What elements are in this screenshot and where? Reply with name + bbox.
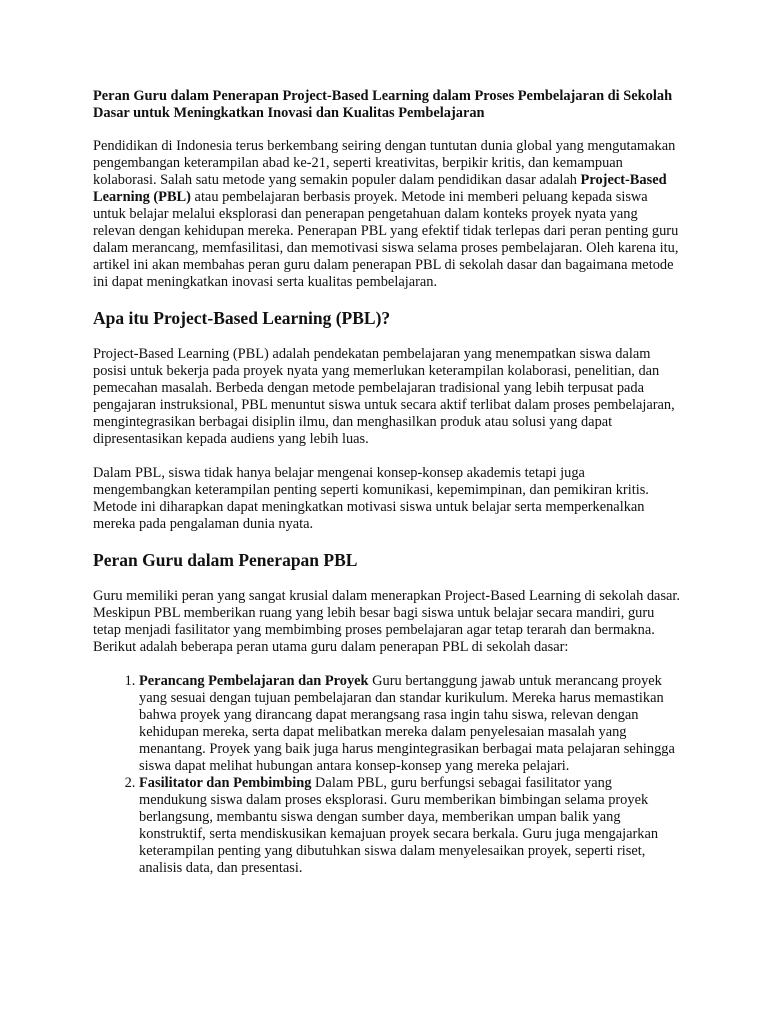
document-page	[93, 88, 683, 877]
section2-paragraph-1: Guru memiliki peran yang sangat krusial dalam menerapkan Project-Based Learning di sekolah dasar. Meskipun PBL memberikan ruang yang lebih besar bagi siswa untuk belajar secara mandiri, guru tetap menjadi fasilitator yang membimbing proses pembelajaran agar tetap terarah dan bermakna. Berikut adalah beberapa peran utama guru dalam penerapan PBL di sekolah dasar:	[93, 588, 681, 655]
intro-bold-term: Project-Based Learning (PBL)	[93, 172, 667, 205]
section2-heading: Peran Guru dalam Penerapan PBL	[93, 550, 358, 570]
intro-paragraph	[93, 138, 683, 291]
section1-paragraph-2: Dalam PBL, siswa tidak hanya belajar mengenai konsep-konsep akademis tetapi juga mengembangkan keterampilan penting seperti komunikasi, kepemimpinan, dan pemikiran kritis. Metode ini diharapkan dapat meningkatkan motivasi siswa untuk belajar serta memperkenalkan mereka pada pengalaman dunia nyata.	[93, 465, 649, 532]
teacher-roles-list	[93, 673, 683, 877]
list-item-title: Fasilitator dan Pembimbing	[139, 775, 312, 791]
list-item	[139, 775, 683, 877]
document-title: Peran Guru dalam Penerapan Project-Based Learning dalam Proses Pembelajaran di Sekolah Dasar untuk Meningkatkan Inovasi dan Kualitas Pembelajaran	[93, 88, 673, 121]
intro-text-part2: atau pembelajaran berbasis proyek. Metode ini memberi peluang kepada siswa untuk belajar melalui eksplorasi dan penerapan pengetahuan dalam konteks proyek nyata yang relevan dengan kehidupan mereka. Penerapan PBL yang efektif tidak terlepas dari peran penting guru dalam merancang, memfasilitasi, dan memotivasi siswa selama proses pembelajaran. Oleh karena itu, artikel ini akan membahas peran guru dalam penerapan PBL di sekolah dasar dan bagaimana metode ini dapat meningkatkan inovasi serta kualitas pembelajaran.	[93, 189, 679, 290]
section1-paragraph-1: Project-Based Learning (PBL) adalah pendekatan pembelajaran yang menempatkan siswa dalam posisi untuk bekerja pada proyek nyata yang memerlukan keterampilan kolaborasi, penelitian, dan pemecahan masalah. Berbeda dengan metode pembelajaran tradisional yang lebih terpusat pada pengajaran instruksional, PBL menuntut siswa untuk secara aktif terlibat dalam proses pembelajaran, mengintegrasikan berbagai disiplin ilmu, dan menghasilkan produk atau solusi yang dapat dipresentasikan kepada audiens yang lebih luas.	[93, 346, 675, 447]
list-item	[139, 673, 683, 775]
list-item-text: Dalam PBL, guru berfungsi sebagai fasilitator yang mendukung siswa dalam proses eksplorasi. Guru memberikan bimbingan selama proyek berlangsung, membantu siswa dengan sumber daya, memberikan umpan balik yang konstruktif, serta mendiskusikan kemajuan proyek secara berkala. Guru juga mengajarkan keterampilan penting yang dibutuhkan siswa dalam menyelesaikan proyek, seperti riset, analisis data, dan presentasi.	[139, 775, 659, 876]
section1-heading: Apa itu Project-Based Learning (PBL)?	[93, 308, 391, 328]
list-item-text: Guru bertanggung jawab untuk merancang proyek yang sesuai dengan tujuan pembelajaran dan standar kurikulum. Mereka harus memastikan bahwa proyek yang dirancang dapat merangsang rasa ingin tahu siswa, relevan dengan kehidupan mereka, serta dapat melibatkan mereka dalam penyelesaian masalah yang menantang. Proyek yang baik juga harus mengintegrasikan berbagai mata pelajaran sehingga siswa dapat melihat hubungan antara konsep-konsep yang mereka pelajari.	[139, 673, 675, 774]
intro-text-part1: Pendidikan di Indonesia terus berkembang seiring dengan tuntutan dunia global yang mengutamakan pengembangan keterampilan abad ke-21, seperti kreativitas, berpikir kritis, dan kemampuan kolaborasi. Salah satu metode yang semakin populer dalam pendidikan dasar adalah	[93, 138, 676, 188]
list-item-title: Perancang Pembelajaran dan Proyek	[139, 673, 369, 689]
